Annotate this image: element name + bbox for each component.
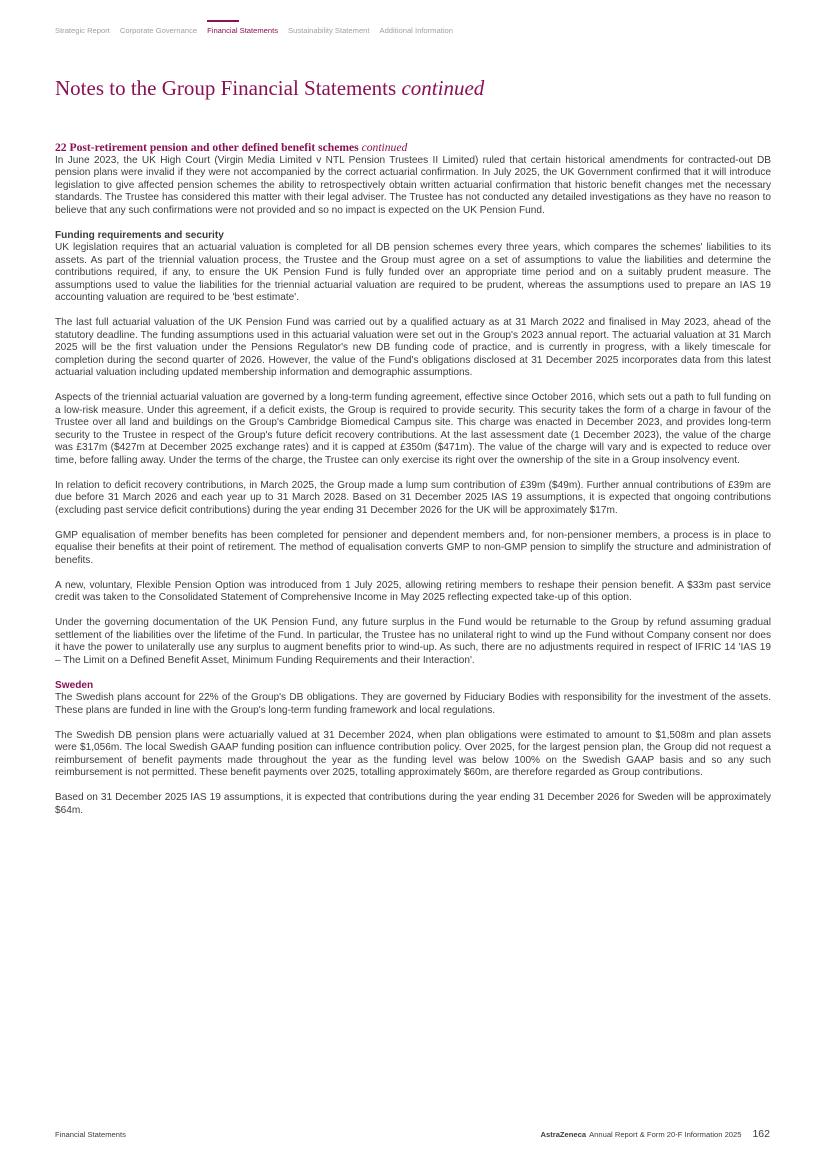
funding-paragraph-5: GMP equalisation of member benefits has been completed for pensioner and dependent members and, for non-pensioner members, a process is in place to equalise their benefits at their point of retirement. The method of equalisation converts GMP to non-GMP pension to simplify the structure and administration of benefits. (55, 529, 771, 566)
main-content (55, 141, 771, 830)
sweden-heading: Sweden (55, 679, 94, 691)
funding-paragraph-7: Under the governing documentation of the UK Pension Fund, any future surplus in the Fund would be returnable to the Group by refund assuming gradual settlement of the liabilities over the lifetime of the Fund. In particular, the Trustee has no unilateral right to wind up the Fund without Company consent nor does it have the power to unilaterally use any surplus to augment benefits prior to wind-up. As such, there are no adjustments required in respect of IFRIC 14 'IAS 19 – The Limit on a Defined Benefit Asset, Minimum Funding Requirements and their Interaction'. (55, 617, 771, 666)
page-footer (55, 1128, 770, 1140)
funding-paragraph-6: A new, voluntary, Flexible Pension Option was introduced from 1 July 2025, allowing retiring members to reshape their pension benefit. A $33m past service credit was taken to the Consolidated Statement of Comprehensive Income in May 2025 reflecting expected take-up of this option. (55, 579, 771, 603)
intro-paragraph: In June 2023, the UK High Court (Virgin Media Limited v NTL Pension Trustees II Limited) ruled that certain historical amendments for contracted-out DB pension plans were invalid if they were not accompanied by the correct actuarial confirmation. In July 2025, the UK Government confirmed that it will introduce legislation to give affected pension schemes the ability to retrospectively obtain written actuarial confirmation that historic benefit changes met the necessary standards. The Trustee has considered this matter with their legal adviser. The Trustee has not conducted any detailed investigations as they have no reason to believe that any such confirmations were not provided and so no impact is expected on the UK Pension Fund. (55, 154, 771, 216)
nav-corporate-governance[interactable]: Corporate Governance (119, 26, 198, 35)
footer-brand: AstraZeneca (540, 1130, 587, 1139)
sweden-paragraph-1: The Swedish plans account for 22% of the Group's DB obligations. They are governed by Fiduciary Bodies with responsibility for the investment of the assets. These plans are funded in line with the Group's long-term funding framework and local regulations. (55, 692, 771, 716)
page-title-suffix: continued (401, 76, 485, 100)
page-title (55, 76, 484, 101)
top-navigation (55, 20, 453, 35)
section-heading-suffix: continued (361, 141, 408, 154)
page-title-text: Notes to the Group Financial Statements (55, 76, 397, 100)
section-heading-text: 22 Post-retirement pension and other defined benefit schemes (55, 141, 359, 154)
nav-financial-statements[interactable]: Financial Statements (207, 20, 278, 35)
section-heading (55, 141, 771, 155)
funding-paragraph-1: UK legislation requires that an actuarial valuation is completed for all DB pension schemes every three years, which compares the schemes' liabilities to its assets. As part of the triennial valuation process, the Trustee and the Group must agree on a set of assumptions to value the liabilities and determine the contributions required, if any, to ensure the UK Pension Fund is fully funded over an appropriate time period and on a suitably prudent measure. The assumptions used to value the liabilities for the triennial actuarial valuation are required to be prudent, whereas the assumptions used to prepare an IAS 19 accounting valuation are required to be 'best estimate'. (55, 242, 771, 303)
page-number: 162 (752, 1128, 770, 1140)
nav-sustainability-statement[interactable]: Sustainability Statement (288, 26, 370, 35)
footer-section-label: Financial Statements (55, 1130, 126, 1139)
sweden-paragraph-2: The Swedish DB pension plans were actuarially valued at 31 December 2024, when plan obligations were estimated to amount to $1,508m and plan assets were $1,056m. The local Swedish GAAP funding position can influence contribution policy. Over 2025, for the largest pension plan, the Group did not request a reimbursement of benefit payments made throughout the year as the funding level was below 100% on the Swedish GAAP basis and so any such reimbursement is not permitted. These benefit payments over 2025, totalling approximately $60m, are therefore regarded as Group contributions. (55, 729, 771, 778)
nav-additional-information[interactable]: Additional Information (379, 26, 453, 35)
funding-paragraph-3: Aspects of the triennial actuarial valuation are governed by a long-term funding agreement, effective since October 2016, which sets out a path to full funding on a low-risk measure. Under this agreement, if a deficit exists, the Group is required to provide security. This security takes the form of a charge in favour of the Trustee over all land and buildings on the Group's Cambridge Biomedical Campus site. This charge was enacted in December 2023, and provides long-term security to the Trustee in respect of the Group's future deficit recovery contributions. At the last assessment date (1 December 2023), the value of the charge was £317m ($427m at December 2025 exchange rates) and it is capped at £350m ($471m). The value of the charge will vary and is expected to reduce over time, before falling away. Under the terms of the charge, the Trustee can only exercise its right over the ownership of the site in a Group insolvency event. (55, 392, 771, 466)
footer-report-info (541, 1128, 771, 1140)
funding-paragraph-4: In relation to deficit recovery contributions, in March 2025, the Group made a lump sum contribution of £39m ($49m). Further annual contributions of £39m are due before 31 March 2026 and each year up to 31 March 2028. Based on 31 December 2025 IAS 19 assumptions, it is expected that ongoing contributions (excluding past service deficit contributions) during the year ending 31 December 2026 for the UK will be approximately $17m. (55, 479, 771, 516)
footer-report-title: Annual Report & Form 20-F Information 2025 (589, 1130, 742, 1139)
funding-paragraph-2: The last full actuarial valuation of the UK Pension Fund was carried out by a qualified actuary as at 31 March 2022 and finalised in May 2023, ahead of the statutory deadline. The funding assumptions used in this actuarial valuation were set out in the Group's 2023 annual report. The actuarial valuation at 31 March 2025 will be the first valuation under the Pensions Regulator's new DB funding code of practice, and is currently in progress, with a likely timescale for completion during the second quarter of 2026. However, the value of the Fund's obligations disclosed at 31 December 2025 incorporates data from this latest actuarial valuation including updated membership information and demographic assumptions. (55, 317, 771, 378)
sweden-paragraph-3: Based on 31 December 2025 IAS 19 assumptions, it is expected that contributions during the year ending 31 December 2026 for Sweden will be approximately $64m. (55, 792, 771, 816)
funding-heading: Funding requirements and security (55, 229, 224, 241)
nav-strategic-report[interactable]: Strategic Report (55, 26, 110, 35)
